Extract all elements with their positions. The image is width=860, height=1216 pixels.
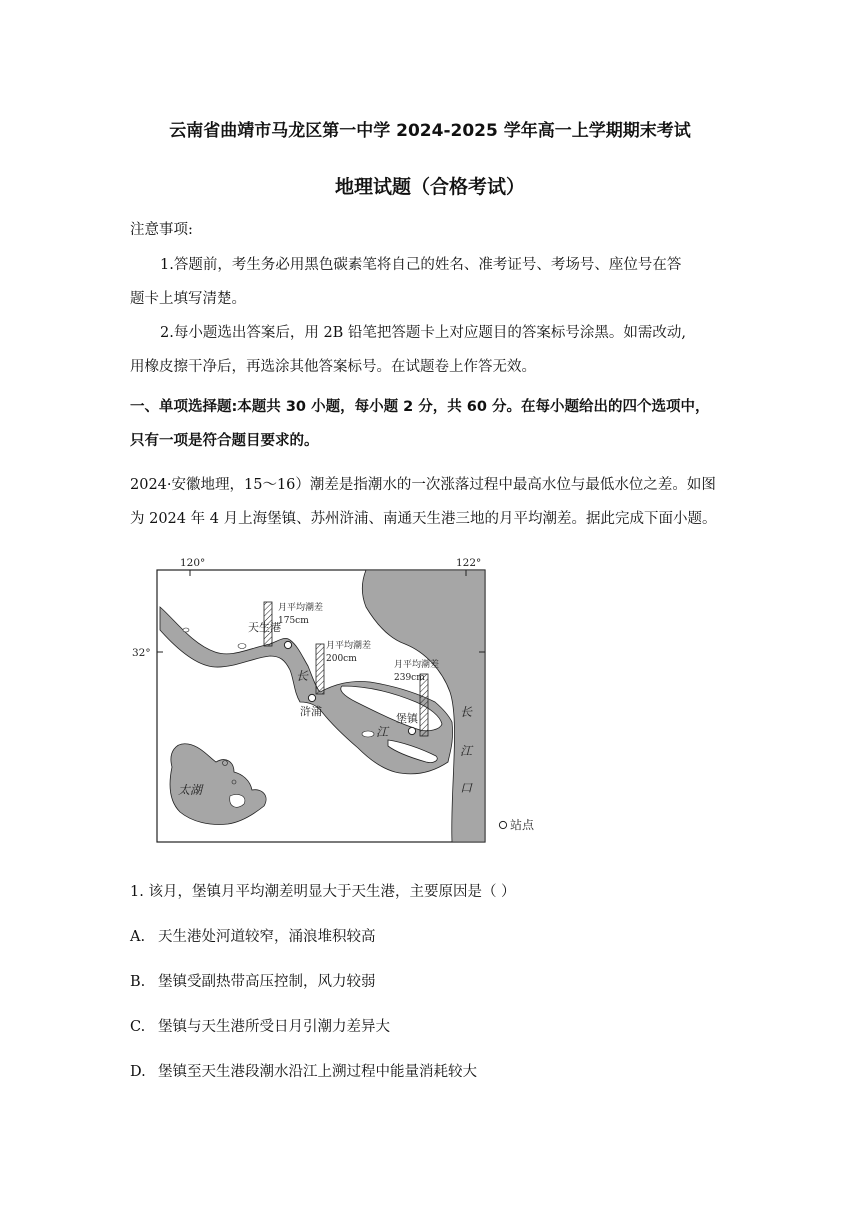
paper-subtitle: 地理试题（合格考试） — [334, 176, 525, 198]
section-heading-line-2: 只有一项是符合题目要求的。 — [130, 433, 319, 449]
legend-station-label: 站点 — [510, 818, 535, 832]
tidal-value-tianshenggang: 175cm — [278, 616, 309, 626]
tidal-label-tianshenggang: 月平均潮差 — [278, 603, 324, 613]
option-d[interactable] — [130, 1062, 477, 1082]
option-a[interactable] — [130, 927, 376, 947]
tidal-value-xupu: 200cm — [326, 654, 357, 664]
tidal-bar-xupu — [316, 644, 324, 694]
option-a-text: 天生港处河道较窄，涌浪堆积较高 — [158, 929, 376, 945]
longitude-label-right: 122° — [456, 557, 482, 569]
river-char-jiang: 江 — [376, 725, 389, 739]
note-2-line-1: 2.每小题选出答案后，用 2B 铅笔把答题卡上对应题目的答案标号涂黑。如需改动, — [160, 325, 687, 341]
option-d-text: 堡镇至天生港段潮水沿江上溯过程中能量消耗较大 — [158, 1064, 477, 1080]
option-d-letter: D. — [130, 1064, 146, 1080]
option-b-text: 堡镇受副热带高压控制，风力较弱 — [158, 974, 376, 990]
station-marker-baozhen — [408, 727, 415, 734]
taihu-label: 太湖 — [178, 783, 203, 797]
small-island — [183, 628, 189, 632]
material-line-1: 2024·安徽地理，15～16）潮差是指潮水的一次涨落过程中最高水位与最低水位之差。如图 — [130, 477, 716, 493]
taihu-island — [230, 794, 245, 807]
station-name-baozhen: 堡镇 — [396, 712, 418, 725]
option-c-letter: C. — [130, 1019, 146, 1035]
option-a-letter: A. — [130, 929, 146, 945]
option-b-letter: B. — [130, 974, 146, 990]
notes-heading: 注意事项: — [130, 222, 193, 238]
note-1-line-1: 1.答题前，考生务必用黑色碳素笔将自己的姓名、准考证号、考场号、座位号在答 — [160, 257, 682, 273]
latitude-label: 32° — [132, 647, 151, 659]
small-island — [238, 644, 246, 649]
small-island — [362, 731, 374, 737]
tidal-bar-baozhen — [420, 674, 428, 736]
estuary-char-chang: 长 — [460, 705, 473, 719]
station-marker-tianshenggang — [284, 641, 291, 648]
tidal-range-map — [130, 552, 550, 852]
option-c[interactable] — [130, 1017, 390, 1037]
section-heading-line-1: 一、单项选择题:本题共 30 小题，每小题 2 分，共 60 分。在每小题给出的四个选项中， — [130, 399, 710, 415]
exam-title: 云南省曲靖市马龙区第一中学 2024-2025 学年高一上学期期末考试 — [169, 121, 691, 141]
station-marker-xupu — [308, 694, 315, 701]
legend-station-icon — [499, 821, 506, 828]
option-c-text: 堡镇与天生港所受日月引潮力差异大 — [158, 1019, 390, 1035]
longitude-label-left: 120° — [180, 557, 206, 569]
tidal-value-baozhen: 239cm — [394, 673, 425, 683]
station-name-xupu: 浒浦 — [300, 705, 322, 718]
station-name-tianshenggang: 天生港 — [248, 621, 281, 634]
river-char-chang: 长 — [296, 669, 309, 683]
option-b[interactable] — [130, 972, 376, 992]
note-1-line-2: 题卡上填写清楚。 — [130, 291, 246, 307]
question-1-stem: 1. 该月，堡镇月平均潮差明显大于天生港，主要原因是（ ） — [130, 884, 516, 900]
tidal-label-baozhen: 月平均潮差 — [394, 660, 440, 670]
estuary-char-kou: 口 — [460, 781, 473, 795]
estuary-char-jiang: 江 — [460, 744, 473, 758]
note-2-line-2: 用橡皮擦干净后，再选涂其他答案标号。在试题卷上作答无效。 — [130, 359, 536, 375]
tidal-label-xupu: 月平均潮差 — [326, 641, 372, 651]
material-line-2: 为 2024 年 4 月上海堡镇、苏州浒浦、南通天生港三地的月平均潮差。据此完成下面小题。 — [130, 511, 717, 527]
